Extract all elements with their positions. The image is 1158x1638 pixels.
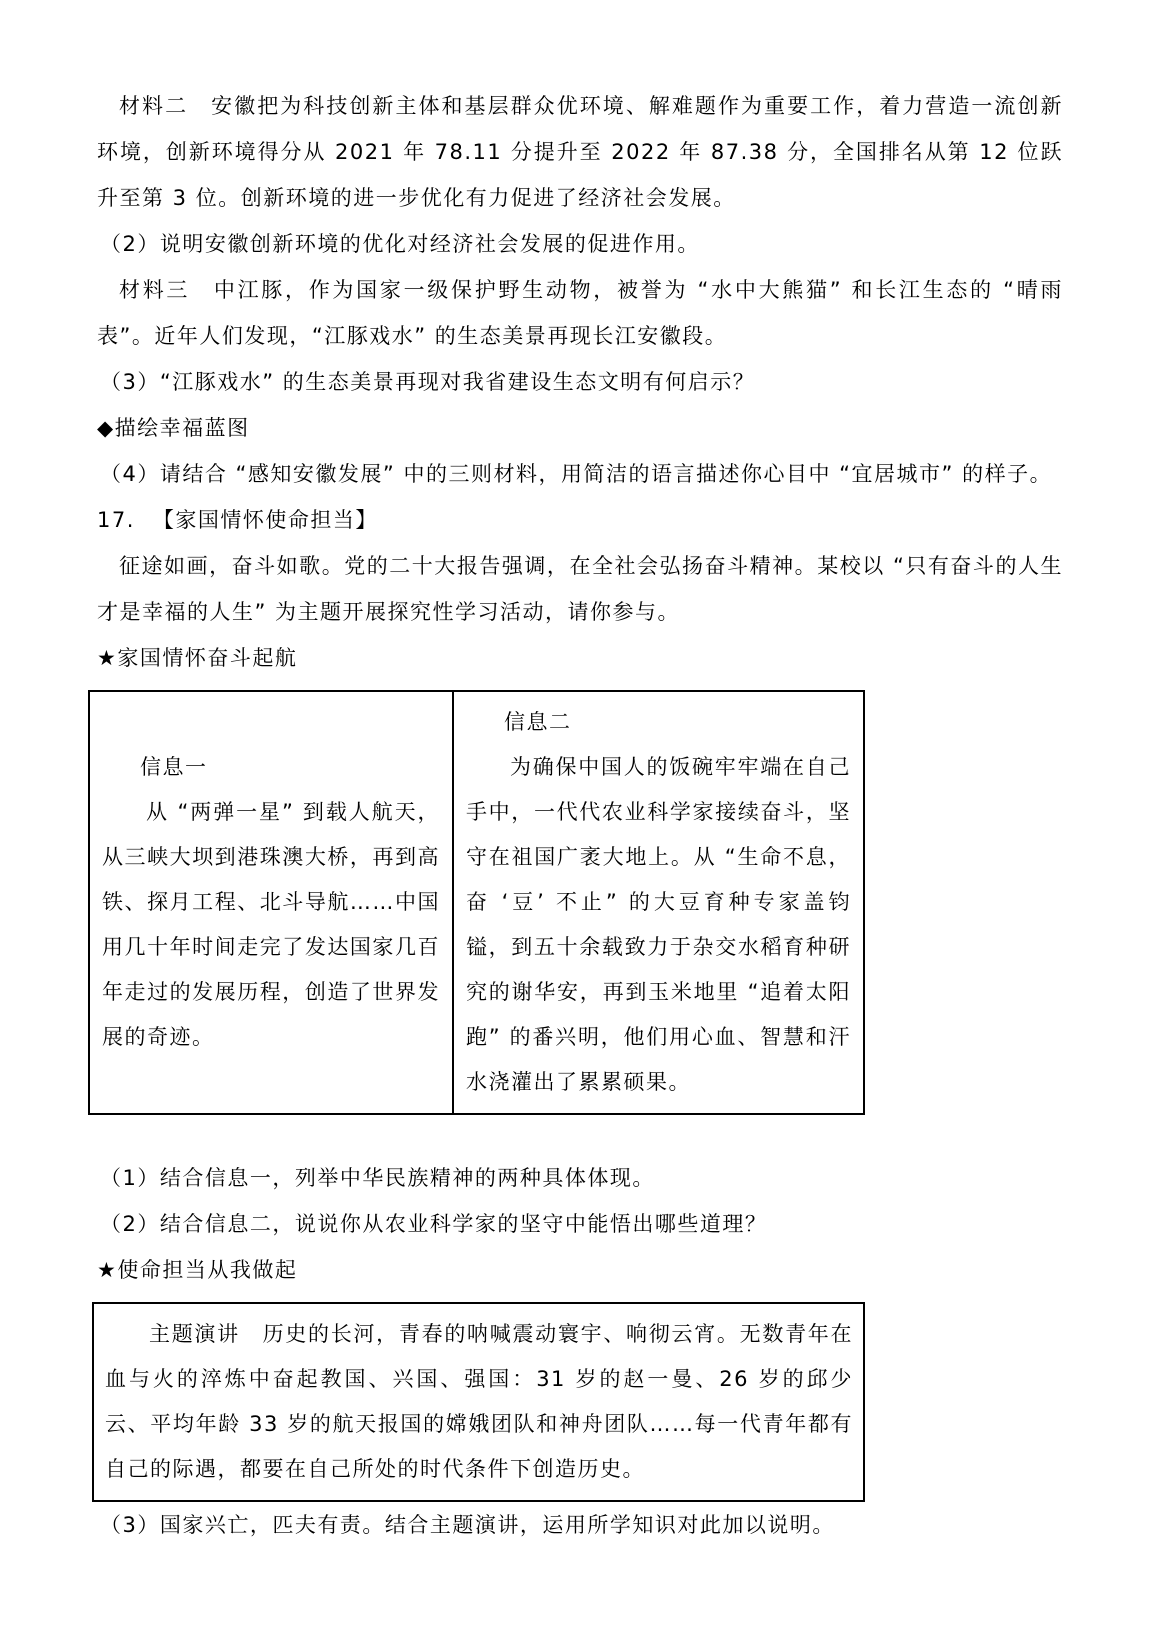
speech-box-text: 主题演讲 历史的长河，青春的呐喊震动寰宇、响彻云宵。无数青年在血与火的淬炼中奋起教国、兴国、强国：31 岁的赵一曼、26 岁的邱少云、平均年龄 33 岁的航天报国的嫦娥团队和神舟团队……每一代青年都有自己的际遇，都要在自己所处的时代条件下创造历史。: [105, 1322, 853, 1481]
info-table-row: [89, 691, 864, 1114]
speech-box: [92, 1302, 865, 1502]
star-heading-setting-sail: ★家国情怀奋斗起航: [97, 646, 298, 670]
blueprint-heading: ◆描绘幸福蓝图: [97, 416, 250, 440]
info-2-title: 信息二: [504, 710, 572, 734]
question-17-number: 17.: [97, 508, 135, 532]
info-1-title: 信息一: [140, 755, 208, 779]
question-17-intro: 征途如画，奋斗如歌。党的二十大报告强调，在全社会弘扬奋斗精神。某校以 “只有奋斗的人生才是幸福的人生” 为主题开展探究性学习活动，请你参与。: [97, 554, 1063, 624]
star-heading-mission: ★使命担当从我做起: [97, 1258, 298, 1282]
question-3b-prompt: （3）国家兴亡，匹夫有责。结合主题演讲，运用所学知识对此加以说明。: [100, 1513, 835, 1537]
info-2-body: 为确保中国人的饭碗牢牢端在自己手中，一代代农业科学家接续奋斗，坚守在祖国广袤大地上。从 “生命不息，奋 ‘豆’ 不止” 的大豆育种专家盖钧镒，到五十余载致力于杂交水稻育种研究的谢华安，再到玉米地里 “追着太阳跑” 的番兴明，他们用心血、智慧和汗水浇灌出了累累硕果。: [466, 755, 851, 1094]
question-3-prompt: （3）“江豚戏水” 的生态美景再现对我省建设生态文明有何启示？: [100, 370, 756, 394]
question-2b-prompt: （2）结合信息二，说说你从农业科学家的坚守中能悟出哪些道理？: [100, 1212, 768, 1236]
material-2-paragraph: 材料二 安徽把为科技创新主体和基层群众优环境、解难题作为重要工作，着力营造一流创新环境，创新环境得分从 2021 年 78.11 分提升至 2022 年 87.38 分，全国排名从第 12 位跃升至第 3 位。创新环境的进一步优化有力促进了经济社会发展。: [97, 94, 1063, 210]
question-17-heading: [97, 497, 1063, 543]
info-2-cell: [453, 691, 864, 1114]
question-2-prompt: （2）说明安徽创新环境的优化对经济社会发展的促进作用。: [100, 232, 700, 256]
info-1-body: 从 “两弹一星” 到载人航天，从三峡大坝到港珠澳大桥，再到高铁、探月工程、北斗导航……中国用几十年时间走完了发达国家几百年走过的发展历程，创造了世界发展的奇迹。: [102, 800, 440, 1049]
info-table: [88, 690, 865, 1115]
question-4-prompt: （4）请结合 “感知安徽发展” 中的三则材料，用简洁的语言描述你心目中 “宜居城市” 的样子。: [100, 462, 1053, 486]
question-1-prompt: （1）结合信息一，列举中华民族精神的两种具体体现。: [100, 1166, 655, 1190]
info-1-cell: [89, 691, 453, 1114]
material-3-paragraph: 材料三 中江豚，作为国家一级保护野生动物，被誉为 “水中大熊猫” 和长江生态的 “晴雨表”。近年人们发现，“江豚戏水” 的生态美景再现长江安徽段。: [97, 278, 1063, 348]
question-17-title: 【家国情怀使命担当】: [152, 508, 378, 532]
